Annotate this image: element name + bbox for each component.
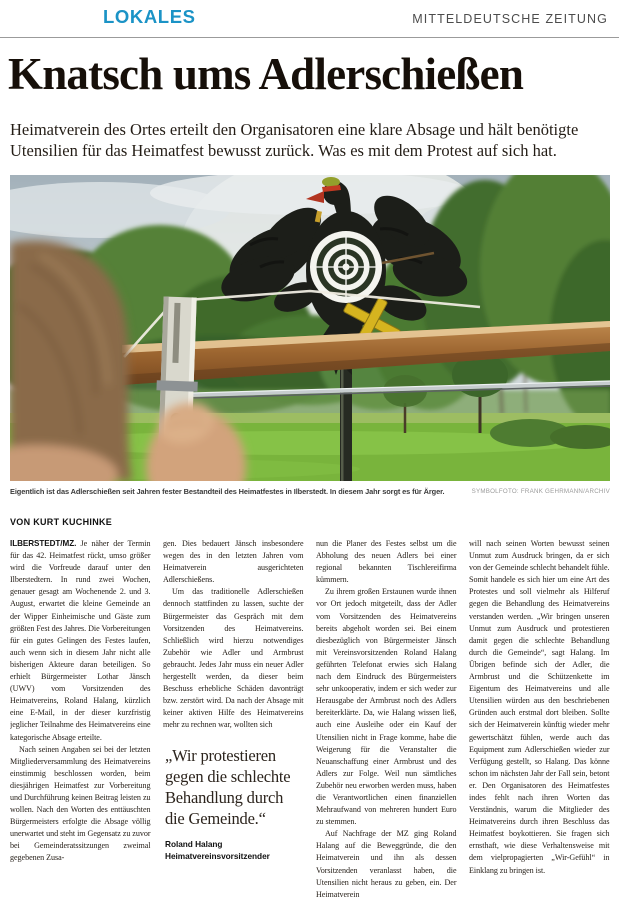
headline: Knatsch ums Adlerschießen xyxy=(8,49,524,99)
pull-quote-author: Roland Halang xyxy=(165,838,223,849)
column-1 xyxy=(10,538,151,898)
column-2 xyxy=(163,538,304,898)
column-3 xyxy=(316,538,457,898)
article-body xyxy=(10,538,610,898)
pull-quote-text: „Wir protestieren gegen die schlechte Behandlung durch die Gemeinde.“ xyxy=(165,745,291,828)
dateline: ILBERSTEDT/MZ. xyxy=(10,539,77,548)
section-label: LOKALES xyxy=(103,6,196,27)
byline: VON KURT KUCHINKE xyxy=(10,517,113,527)
standfirst: Heimatverein des Ortes erteilt den Organisatoren eine klare Absage und hält benötigte Utensilien für das Heimatfest bewusst zurück. Was es mit dem Protest auf sich hat. xyxy=(10,120,579,160)
pull-quote xyxy=(163,745,304,862)
paragraph: Um das traditionelle Adlerschießen dennoch stattfinden zu lassen, suchte der Bürgermeister das Gespräch mit dem Vorsitzenden des Heimatvereins. Schließlich wird hierzu notwendiges Zubehör wie Adler und Armbrust gebraucht. Jedes Jahr muss ein neuer Adler hergestellt werden, da dieser beim Beschuss erhebliche Schäden davonträgt bzw. zerstört wird. Da nach der Absage mit keiner aktiven Hilfe des Heimatvereins mehr zu rechnen war, wollten sich xyxy=(163,587,304,730)
paragraph: Nach seinen Angaben sei bei der letzten Mitgliederversammlung des Heimatvereins einstimmig beschlossen worden, beim diesjährigen Heimatfest zur Vorbereitung und Durchführung keinen Beitrag leisten zu wollen. Nach den Worten des enttäuschten Bürgermeisters erfolgte die Absage völlig unerwartet und steht im Gegensatz zu zuvor bei Gemeinderatssitzungen zweimal gegebenen Zusa- xyxy=(10,744,151,863)
caption-row xyxy=(10,487,610,496)
paragraph: gen. Dies bedauert Jänsch insbesondere wegen des in den letzten Jahren vom Heimatverein ausgerichteten Adlerschießens. xyxy=(163,539,304,585)
masthead-label: MITTELDEUTSCHE ZEITUNG xyxy=(412,12,608,26)
paragraph xyxy=(10,538,151,744)
paragraph-text: Je näher der Termin für das 42. Heimatfest rückt, umso größer wird die Vorfreude darauf unter den Ilberstedtern. In rund zwei Wochen, genauer gesagt am Wochenende 2. und 3. August, erwartet die kleine Gemeinde an der Wipper Einheimische und Gäste zum größten Fest des Jahres. Die Vorbereitungen für ein gutes Gelingen des Festes laufen, auch wenn sich in diesem Jahr nicht alle bisherigen Akteure daran beteiligen. So erhielt Bürgermeister Lothar Jänsch (UWV) vom Vorsitzenden des Heimatvereins, Roland Halang, kürzlich eine E-Mail, in der dieser kurzfristig jeglicher Teilnahme des Heimatvereins eine kategorische Absage erteilte. xyxy=(10,539,151,742)
paragraph: nun die Planer des Festes selbst um die Abholung des neuen Adlers bei einer regional bekannten Tischlereifirma kümmern. xyxy=(316,539,457,585)
paragraph: Zu ihrem großen Erstaunen wurde ihnen vor Ort jedoch mitgeteilt, dass der Adler vom Vorsitzenden des Heimatvereins bereits abgeholt worden sei. Bei einem diesbezüglich von Bürgermeister Jänsch mit Vereinsvorsitzenden Roland Halang geführten Telefonat erwies sich Halang nach dem Eindruck des Bürgermeisters sehr unkooperativ, indem er sich weder zur Herausgabe der Armbrust noch des Adlers bereiterklärte. Da, wie Halang wissen ließ, auch eine Ausleihe oder ein Kauf der Utensilien nicht in Frage komme, habe die Weigerung für die Veranstalter die Neuanschaffung einer Armbrust und des Adlers zur Folge. Weil nun sämtliches Zubehör neu erworben werden muss, haben die Verantwortlichen einen finanziellen Mehraufwand von mehreren hundert Euro zu stemmen. xyxy=(316,587,457,827)
column-4 xyxy=(469,538,610,898)
photo-credit: SYMBOLFOTO: FRANK GEHRMANN/ARCHIV xyxy=(471,488,610,495)
paragraph: Auf Nachfrage der MZ ging Roland Halang auf die Beweggründe, die den Heimatverein und ihn als dessen Vorsitzenden veranlasst haben, die Utensilien nicht heraus zu geben, ein. Der Heimatverein xyxy=(316,829,457,898)
photo-caption: Eigentlich ist das Adlerschießen seit Jahren fester Bestandteil des Heimatfestes in Ilberstedt. In diesem Jahr sorgt es für Ärger. xyxy=(10,487,445,496)
page-header xyxy=(0,6,619,28)
header-divider xyxy=(0,37,619,38)
pull-quote-role: Heimatvereinsvorsitzender xyxy=(165,850,270,861)
article-photo xyxy=(10,175,610,481)
paragraph: will nach seinen Worten bewusst seinen Unmut zum Ausdruck bringen, da er sich von der Gemeinde schlecht behandelt fühle. Somit handele es sich hier um eine Art des Protestes und soll vielmehr als Hilferuf gegen die Behandlung des Heimatvereins verstanden werden. „Wir bringen unseren Unmut zum Ausdruck und protestieren damit gegen die schlechte Behandlung durch die Gemeinde“, sagt Halang. Im Übrigen befinde sich der Adler, die Armbrust und die Schützenkette im Eigentum des Heimatvereins und alle Utensilien würden aus den beschriebenen Gründen auch erstmal dort bleiben. Sollte sich der Heimatverein künftig wieder mehr gewertschätzt fühlen, werde auch das Equipment zum Adlerschießen wieder zur Verfügung gestellt, so Halang. Das könne schon im nächsten Jahr der Fall sein, betont er. Den Organisatoren des Heimatfestes indes fehlt nach ihren Worten das Verständnis, warum die Mitglieder des Heimatvereins durch ihren Beschluss das Heimatfest boykottieren. Sie fragen sich ernsthaft, wie diese Verhaltensweise mit dem vielpropagierten „Wir-Gefühl“ in Einklang zu bringen ist. xyxy=(469,539,610,875)
